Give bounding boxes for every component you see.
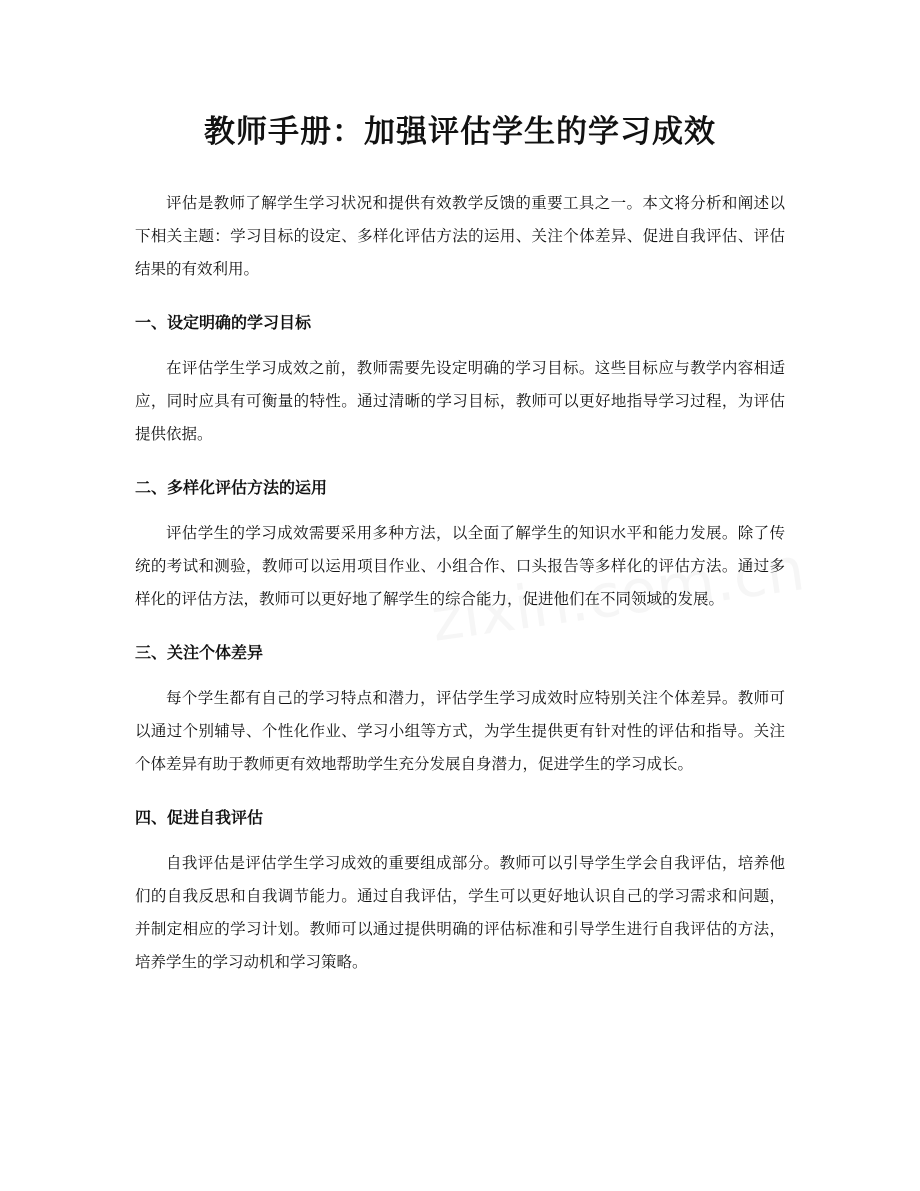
section-body: 每个学生都有自己的学习特点和潜力，评估学生学习成效时应特别关注个体差异。教师可以通过个别辅导、个性化作业、学习小组等方式，为学生提供更有针对性的评估和指导。关注个体差异有助于教师更有效地帮助学生充分发展自身潜力，促进学生的学习成长。 [135, 689, 785, 773]
section-heading: 二、多样化评估方法的运用 [135, 478, 328, 497]
document-title: 教师手册：加强评估学生的学习成效 [204, 114, 716, 150]
section-4 [135, 801, 785, 979]
intro-paragraph: 评估是教师了解学生学习状况和提供有效教学反馈的重要工具之一。本文将分析和阐述以下相关主题：学习目标的设定、多样化评估方法的运用、关注个体差异、促进自我评估、评估结果的有效利用。 [135, 194, 785, 278]
section-heading: 一、设定明确的学习目标 [135, 313, 312, 332]
section-heading: 四、促进自我评估 [135, 808, 264, 827]
section-body: 在评估学生学习成效之前，教师需要先设定明确的学习目标。这些目标应与教学内容相适应，同时应具有可衡量的特性。通过清晰的学习目标，教师可以更好地指导学习过程，为评估提供依据。 [135, 359, 785, 443]
section-1 [135, 306, 785, 451]
section-3 [135, 636, 785, 781]
section-heading: 三、关注个体差异 [135, 643, 264, 662]
section-body: 评估学生的学习成效需要采用多种方法，以全面了解学生的知识水平和能力发展。除了传统的考试和测验，教师可以运用项目作业、小组合作、口头报告等多样化的评估方法。通过多样化的评估方法，教师可以更好地了解学生的综合能力，促进他们在不同领域的发展。 [135, 524, 785, 608]
section-body: 自我评估是评估学生学习成效的重要组成部分。教师可以引导学生学会自我评估，培养他们的自我反思和自我调节能力。通过自我评估，学生可以更好地认识自己的学习需求和问题，并制定相应的学习计划。教师可以通过提供明确的评估标准和引导学生进行自我评估的方法，培养学生的学习动机和学习策略。 [135, 854, 785, 971]
section-2 [135, 471, 785, 616]
